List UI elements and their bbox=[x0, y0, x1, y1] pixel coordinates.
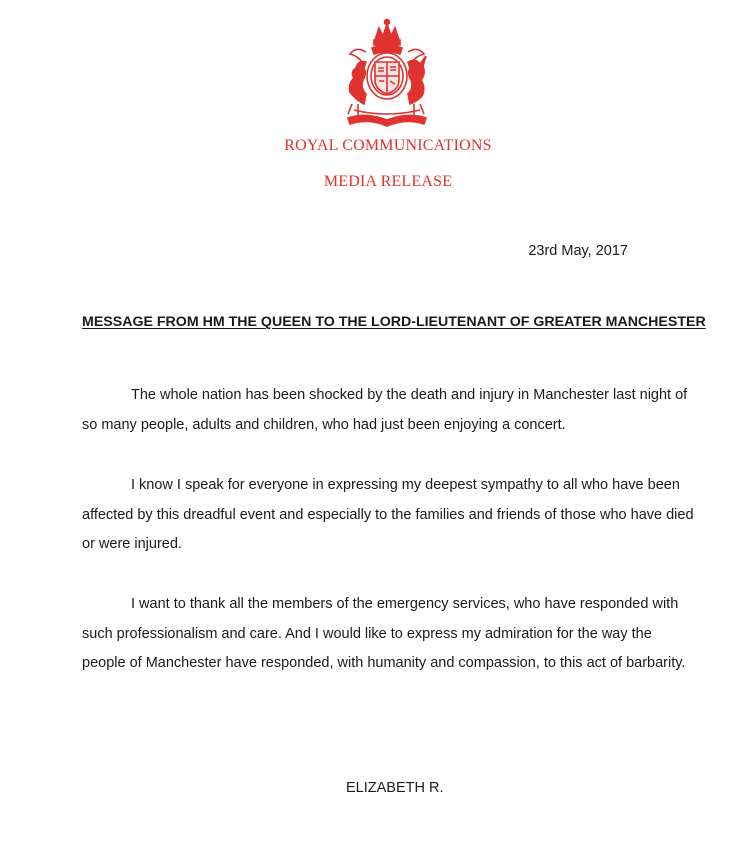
organization-name: ROYAL COMMUNICATIONS bbox=[284, 137, 492, 154]
document-type: MEDIA RELEASE bbox=[323, 173, 453, 190]
signature: ELIZABETH R. bbox=[346, 780, 444, 796]
body-paragraph: I want to thank all the members of the emergency services, who have responded with such professionalism and care. And I would like to express my admiration for the way the people of Manchester have responded, with humanity and compassion, to this act of barbarity. bbox=[82, 596, 686, 671]
body-paragraph: The whole nation has been shocked by the death and injury in Manchester last night of so many people, adults and children, who had just been enjoying a concert. bbox=[82, 387, 688, 433]
document-title: MESSAGE FROM HM THE QUEEN TO THE LORD-LIEUTENANT OF GREATER MANCHESTER bbox=[82, 314, 706, 330]
royal-crest-icon bbox=[336, 18, 438, 128]
body-paragraph: I know I speak for everyone in expressing my deepest sympathy to all who have been affected by this dreadful event and especially to the families and friends of those who have died or were injured. bbox=[82, 477, 694, 552]
release-date: 23rd May, 2017 bbox=[528, 243, 628, 259]
